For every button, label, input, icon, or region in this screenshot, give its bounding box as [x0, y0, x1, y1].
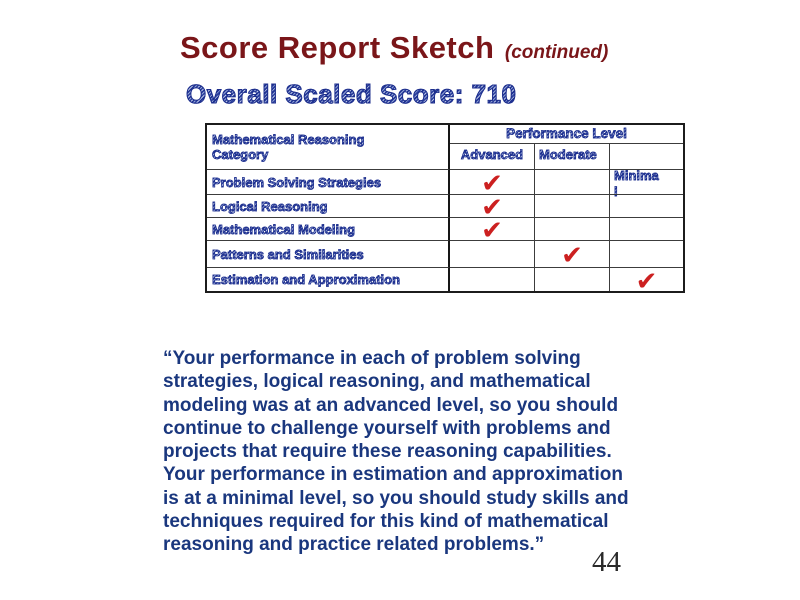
- table-row-category: [207, 170, 450, 195]
- level-header-minimal: [610, 144, 683, 199]
- checkmark-icon: ✔: [481, 193, 503, 223]
- table-row-category: [207, 195, 450, 218]
- category-header-cell: [207, 125, 450, 170]
- checkmark-icon: ✔: [481, 169, 503, 199]
- check-cell-moderate: [535, 268, 610, 291]
- minimal-label: Minimal: [614, 168, 662, 200]
- category-label: Patterns and Similarities: [212, 246, 364, 262]
- quote-line: Your performance in estimation and approximation: [163, 464, 623, 486]
- score-report-table: [205, 123, 685, 297]
- quote-line: continue to challenge yourself with problems and: [163, 417, 611, 439]
- title-continued-text: (continued): [504, 42, 609, 63]
- check-cell-moderate: [535, 241, 610, 271]
- quote-line: “Your performance in each of problem solving: [163, 348, 581, 369]
- category-label: Logical Reasoning: [212, 198, 328, 214]
- level-header-moderate: [535, 144, 610, 170]
- level-header-advanced: [450, 144, 535, 170]
- table-row-category: [207, 241, 450, 268]
- quote-line: techniques required for this kind of mathematical: [163, 511, 609, 533]
- category-header-label: Mathematical Reasoning Category: [212, 132, 412, 162]
- check-cell-advanced: [450, 193, 535, 223]
- check-cell-advanced: [450, 216, 535, 246]
- checkmark-icon: ✔: [561, 241, 583, 271]
- check-cell-moderate: [535, 218, 610, 241]
- quote-line: strategies, logical reasoning, and mathematical: [163, 371, 591, 393]
- check-cell-minimal: [610, 241, 683, 268]
- check-cell-minimal: [610, 170, 683, 195]
- category-label: Estimation and Approximation: [212, 272, 401, 287]
- checkmark-icon: ✔: [635, 266, 658, 297]
- check-cell-moderate: [535, 170, 610, 195]
- advanced-label: Advanced: [460, 147, 524, 162]
- quote-line: projects that require these reasoning capabilities.: [163, 441, 612, 463]
- quote-line: is at a minimal level, so you should study skills and: [163, 487, 629, 509]
- page-number: 44: [592, 546, 621, 578]
- moderate-label: Moderate: [539, 147, 597, 162]
- title-text: Score Report Sketch: [180, 30, 495, 65]
- table-row-category: [207, 268, 450, 291]
- page-title: [180, 30, 608, 66]
- check-cell-minimal: [610, 218, 683, 241]
- quote-line: modeling was at an advanced level, so you should: [163, 394, 619, 416]
- check-cell-advanced: [450, 169, 535, 199]
- check-cell-moderate: [535, 195, 610, 218]
- check-cell-advanced: [450, 268, 535, 291]
- overall-scaled-score-heading: Overall Scaled Score: 710: [186, 79, 517, 109]
- performance-level-header-cell: Performance Level: [450, 125, 683, 144]
- check-cell-minimal: [610, 266, 683, 297]
- table-row-category: [207, 218, 450, 241]
- category-label: Mathematical Modeling: [212, 221, 356, 237]
- checkmark-icon: ✔: [481, 216, 503, 246]
- check-cell-advanced: [450, 241, 535, 268]
- quote-line: reasoning and practice related problems.”: [163, 534, 545, 556]
- category-label: Problem Solving Strategies: [212, 174, 382, 190]
- check-cell-minimal: [610, 195, 683, 218]
- quote-paragraph: [163, 347, 629, 557]
